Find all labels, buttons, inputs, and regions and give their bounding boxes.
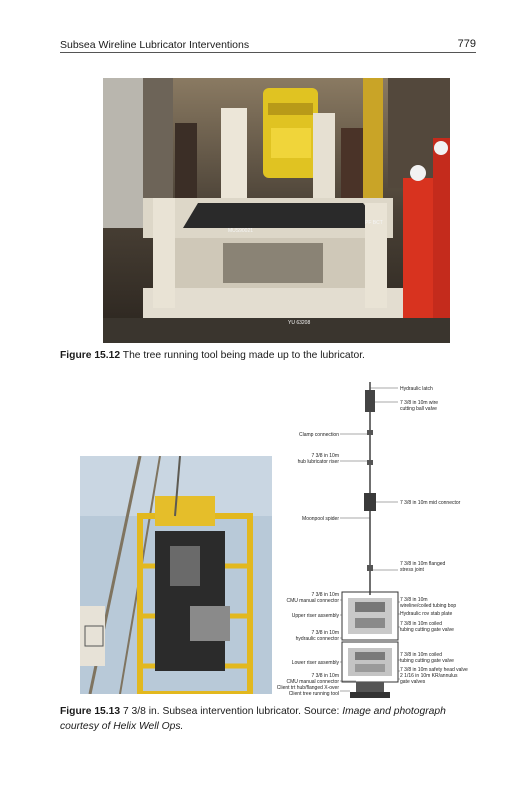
label-flanged-2: stress joint [400, 567, 424, 573]
label-client-hub: Client trt hub/flanged X-over [276, 685, 339, 691]
figure-15-13-photo [80, 456, 272, 694]
label-wire-cutting-1: 7 3/8 in 10m wire [400, 400, 439, 406]
header-rule [60, 52, 476, 53]
lubricator-diagram [270, 380, 480, 700]
label-moonpool: Moonpool spider [302, 516, 339, 522]
page-header [60, 37, 476, 53]
label-hub-riser-1: 7 3/8 in 10m [311, 453, 339, 459]
label-safety-head: 7 3/8 in 10m safety head valve [400, 667, 468, 673]
label-ct-cut2-1: 7 3/8 in 10m coiled [400, 652, 442, 658]
label-wire-cutting-2: cutting ball valve [400, 406, 437, 412]
label-upper-riser: Upper riser assembly [291, 613, 339, 619]
label-ct-cut-1: 7 3/8 in 10m coiled [400, 621, 442, 627]
label-clamp: Clamp connection [298, 432, 339, 438]
figure-15-12-caption [60, 350, 476, 361]
figure-15-12-photo [103, 78, 450, 343]
label-flanged-1: 7 3/8 in 10m flanged [400, 561, 446, 567]
figure-15-13-caption-text: 7 3/8 in. Subsea intervention lubricator. Source: [122, 706, 343, 717]
label-ct-cut2-2: tubing cutting gate valve [400, 658, 454, 664]
label-hyd-conn-2: hydraulic connector [295, 636, 339, 642]
figure-15-13-label: Figure 15.13 [60, 706, 121, 717]
label-hub-riser-2: hub lubricator riser [297, 459, 339, 465]
figure-15-13-caption-source: Image and photograph courtesy of Helix Well Ops. [60, 706, 446, 732]
figure-15-12-label: Figure 15.12 [60, 350, 121, 361]
label-client-tool: Client tree running tool [288, 691, 339, 697]
photo-tag-2: YU 63208 [288, 320, 311, 326]
label-lower-riser: Lower riser assembly [291, 660, 339, 666]
label-cmu2-1: 7 3/8 in 10m [311, 673, 339, 679]
photo-tag-3: PF BCT [365, 220, 383, 226]
label-hydraulic-latch: Hydraulic latch [400, 386, 433, 392]
photo-tag-1: MUS90021 [228, 228, 254, 234]
label-cmu-1: 7 3/8 in 10m [311, 592, 339, 598]
label-cmu-2: CMU manual connector [286, 598, 339, 604]
label-hyd-conn-1: 7 3/8 in 10m [311, 630, 339, 636]
label-annulus-1: 2 1/16 in 10m KR/annulus [400, 673, 458, 679]
page-number: 779 [457, 38, 476, 50]
label-cmu2-2: CMU manual connector [286, 679, 339, 685]
figure-15-13-caption [60, 704, 478, 734]
running-head: Subsea Wireline Lubricator Interventions [60, 39, 250, 51]
label-annulus-2: gate valves [400, 679, 426, 685]
label-bop-1: 7 3/8 in 10m [400, 597, 428, 603]
figure-15-12-caption-text: The tree running tool being made up to the lubricator. [122, 350, 365, 361]
label-rov-stab: Hydraulic rov stab plate [400, 611, 453, 617]
label-mid-connector: 7 3/8 in 10m mid connector [400, 500, 461, 506]
label-ct-cut-2: tubing cutting gate valve [400, 627, 454, 633]
label-bop-2: wireline/coiled tubing bop [400, 603, 457, 609]
